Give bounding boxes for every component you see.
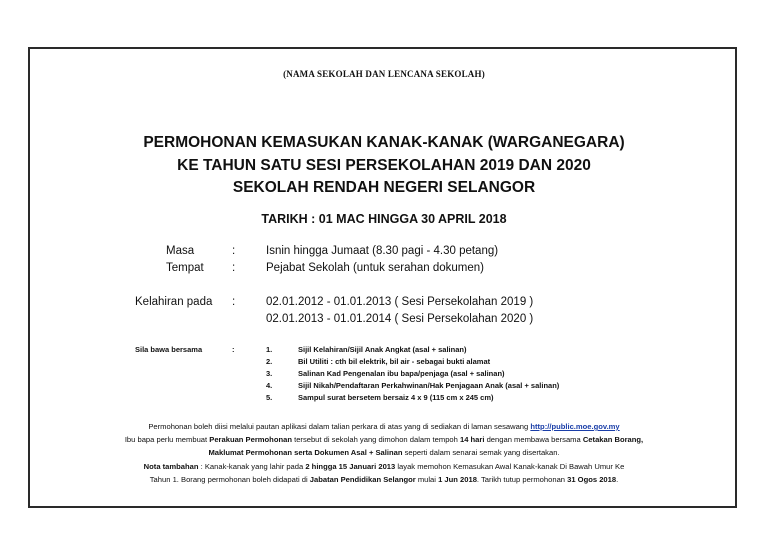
masa-label: Masa (166, 245, 195, 257)
footer-text: Tahun 1. Borang permohonan boleh didapati di (149, 475, 310, 484)
moe-portal-link[interactable]: http://public.moe.gov.my (530, 422, 620, 431)
checklist-item-number: 3. (266, 369, 273, 378)
checklist-item-number: 4. (266, 381, 273, 390)
checklist-item-number: 5. (266, 393, 273, 402)
masa-value: Isnin hingga Jumaat (8.30 pagi - 4.30 petang) (266, 245, 499, 257)
footer-bold-text: Cetakan Borang, (582, 435, 644, 444)
kelahiran-range-2019: 02.01.2012 - 01.01.2013 ( Sesi Persekolahan 2019 ) (266, 296, 534, 308)
footer-line-1 (0, 422, 768, 431)
footer-bold-text: 14 hari (459, 435, 485, 444)
checklist-item-text: Sampul surat bersetem bersaiz 4 x 9 (115 cm x 245 cm) (298, 393, 494, 402)
kelahiran-colon: : (232, 296, 236, 308)
footer-text: Ibu bapa perlu membuat (124, 435, 210, 444)
tempat-label: Tempat (166, 262, 204, 274)
title-line-3: SEKOLAH RENDAH NEGERI SELANGOR (232, 179, 536, 196)
checklist-item-number: 2. (266, 357, 273, 366)
checklist-item-number: 1. (266, 345, 273, 354)
footer-bold-text: Perakuan Permohonan (209, 435, 292, 444)
checklist-colon: : (232, 345, 235, 354)
footer-text: tersebut di sekolah yang dimohon dalam tempoh (291, 435, 460, 444)
footer-bold-text: Jabatan Pendidikan Selangor (309, 475, 416, 484)
footer-bold-text: 1 Jun 2018 (438, 475, 477, 484)
footer-text: dengan membawa bersama (484, 435, 583, 444)
title-line-2: KE TAHUN SATU SESI PERSEKOLAHAN 2019 DAN 2020 (177, 157, 591, 174)
footer-text: . Tarikh tutup permohonan (476, 475, 568, 484)
masa-colon: : (232, 245, 236, 257)
tempat-value: Pejabat Sekolah (untuk serahan dokumen) (266, 262, 485, 274)
footer-text: seperti dalam senarai semak yang disertakan. (402, 448, 560, 457)
footer-bold-text: 2 hingga 15 Januari 2013 (305, 462, 396, 471)
kelahiran-label: Kelahiran pada (135, 296, 213, 308)
checklist-item-text: Sijil Kelahiran/Sijil Anak Angkat (asal + salinan) (298, 345, 467, 354)
footer-text: layak memohon Kemasukan Awal Kanak-kanak Di Bawah Umur Ke (395, 462, 625, 471)
footer-text: : Kanak-kanak yang lahir pada (198, 462, 306, 471)
footer-bold-text: 31 Ogos 2018 (567, 475, 617, 484)
footer-line-5 (0, 475, 768, 484)
footer-text: Permohonan boleh diisi melalui pautan aplikasi dalam talian perkara di atas yang di sediakan di laman sesawang (148, 422, 531, 431)
school-name-placeholder: (NAMA SEKOLAH DAN LENCANA SEKOLAH) (283, 69, 485, 79)
checklist-item-text: Bil Utiliti : cth bil elektrik, bil air - sebagai bukti alamat (298, 357, 491, 366)
checklist-item-text: Salinan Kad Pengenalan ibu bapa/penjaga (asal + salinan) (298, 369, 505, 378)
footer-text: . (616, 475, 619, 484)
footer-line-3 (0, 448, 768, 457)
footer-line-4 (0, 462, 768, 471)
checklist-label: Sila bawa bersama (135, 345, 203, 354)
footer-bold-text: Nota tambahan (143, 462, 199, 471)
footer-bold-text: Maklumat Permohonan serta Dokumen Asal + Salinan (208, 448, 403, 457)
footer-line-2 (0, 435, 768, 444)
title-line-1: PERMOHONAN KEMASUKAN KANAK-KANAK (WARGANEGARA) (143, 134, 625, 151)
kelahiran-range-2020: 02.01.2013 - 01.01.2014 ( Sesi Persekolahan 2020 ) (266, 313, 534, 325)
footer-text: mulai (415, 475, 439, 484)
application-date-range: TARIKH : 01 MAC HINGGA 30 APRIL 2018 (261, 212, 507, 226)
tempat-colon: : (232, 262, 236, 274)
checklist-item-text: Sijil Nikah/Pendaftaran Perkahwinan/Hak Penjagaan Anak (asal + salinan) (298, 381, 560, 390)
